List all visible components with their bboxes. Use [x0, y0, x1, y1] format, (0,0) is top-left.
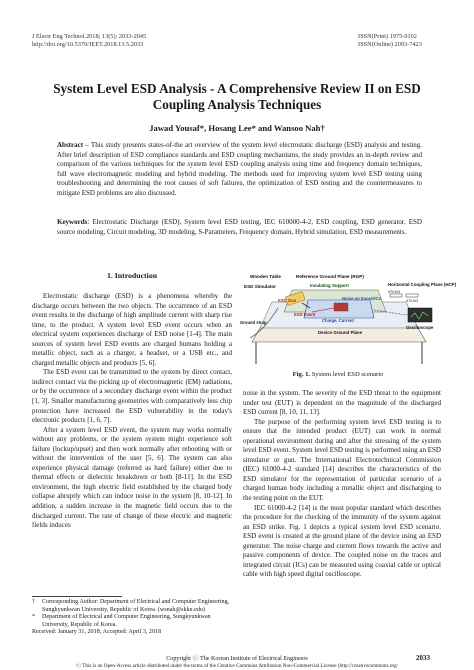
oscilloscope-icon — [408, 308, 432, 322]
keywords-label: Keywords — [57, 218, 88, 226]
intro-paragraph: IEC 61000-4-2 [14] is the most popular standard which describes the procedure for the checking of the immunity of the system against an ESD strike. Fig. 1 depicts a typical system level ESD scenario. ESD event is created at the ground plane of the device using an ESD generator. The noise charge and current flows towards the active and passive components of device. The coupled noise on the traces and integrated circuit (ICs) can be measured using coaxial cable or optical cable with high speed digital oscilloscope. — [243, 503, 441, 579]
intro-paragraph: noise in the system. The severity of the ESD threat to the equipment under test (EUT) is dependent on the magnitude of the discharged ESD current [8, 10, 11, 13]. — [243, 389, 441, 417]
label-esd-simulator: ESD Simulator — [244, 284, 276, 289]
resistor-icon — [390, 294, 402, 297]
label-esd-gun: ESD Gun — [278, 298, 297, 303]
left-column — [32, 292, 232, 531]
footnote-dates: Received: January 31, 2018; Accepted: April 3, 2018 — [32, 629, 162, 636]
intro-paragraph: Electrostatic discharge (ESD) is a phenomena whereby the discharge occurs between the two objects. The occurrence of an ESD event results in the discharge of high amplitude current with sharp rise time, to the product. A system level ESD event occurs when an electrical system experiences discharge of ESD noise [1-4]. The main sources of system level ESD events are charged humans holding a metallic object, such as a charger, a headset, or a USB etc., and charged metallic objects and products [5, 6]. — [32, 292, 232, 367]
resistor-icon — [406, 294, 418, 297]
label-noise: Noise on traces/ICs — [342, 296, 381, 301]
doi-link[interactable]: http://doi.org/10.5370/JEET.2018.13.5.2033 — [32, 41, 144, 48]
label-device-ground-plane: Device Ground Plane — [318, 330, 363, 335]
label-ground-strap: Ground strap — [240, 320, 267, 325]
footer-copyright: Copyright ⓒ The Korean Institute of Electrical Engineers — [166, 656, 308, 662]
abstract-text: – This study presents states-of-the art overview of the system level electrostatic discharge (ESD) analysis and testing. After brief description of ESD compliance standards and ESD coupling mechanisms, the study provides an in-depth review and comparison of the various techniques for the system level ESD coupling analysis using time and frequency domain techniques, full wave electromagnetic modeling and hybrid modeling. The methods used for improving system level ESD testing using troubleshooting and determining the root causes of soft failures, the optimization of ESD testing and the countermeasures to mitigate ESD problems are also discussed. — [57, 141, 422, 197]
journal-citation: J Electr Eng Technol.2018; 13(5): 2033-2045 — [32, 33, 147, 40]
keywords-block — [57, 218, 422, 237]
figure-caption-text: System level ESD scenario — [310, 371, 384, 378]
label-rgp: Reference Ground Plane (RGP) — [296, 274, 364, 279]
label-resistor-b: 470 kΩ — [406, 299, 419, 303]
keywords-text: : Electrostatic Discharge (ESD), System level ESD testing, IEC 610000-4-2, ESD coupling, ESD generator, ESD source modeling, Circuit modeling, 3D modeling, S-Parameters, Frequency domain, Hybrid simulation, ESD measurements. — [57, 218, 422, 236]
issn-print: ISSN(Print) 1975-0102 — [358, 33, 417, 40]
esd-scenario-diagram — [238, 272, 457, 366]
footnotes — [32, 599, 232, 637]
label-hcp: Horizontal Coupling Plane (HCP) — [388, 282, 457, 287]
ic-component — [334, 303, 348, 311]
label-oscilloscope: Oscilloscope — [406, 325, 434, 330]
label-insulating-support: Insulating Support — [310, 283, 349, 288]
abstract-block — [57, 141, 422, 199]
paper-authors: Jawad Yousaf*, Hosang Lee* and Wansoo Nah† — [149, 123, 325, 133]
footnote-rule — [32, 596, 122, 597]
intro-paragraph: After a system level ESD event, the system may works normally without any problems, or the system system might experience soft failure (lockup/upset) and then work normally after rebooting with or without the intervention of the user [5, 6]. The system can also experience physical damage (referred as hard failure) either due to thermal effects or dielectric breakdown or both [8-11]. In the ESD environment, the high electric field established by the charged body collapse abruptly which can induce noise in the system [8, 10-12]. In addition, a sudden increase in the magnetic field occurs due to the discharged current. The rate of change of these electric and magnetic fields induces — [32, 425, 232, 530]
figure-caption-label: Fig. 1. — [292, 371, 311, 378]
footer-license: ⓒ This is an Open-Access article distributed under the terms of the Creative Commons Attribution Non-Commercial License (http://creativecommons.org/ — [75, 663, 399, 669]
intro-paragraph: The ESD event can be transmitted to the system by direct contact, indirect contact via the picking up of electromagnetic (EM) radiations, or by the occurrence of a secondary discharge event within the product [1, 3]. Smaller manufacturing geometries with comparatively less chip protection have increased the ESD vulnerability in the today's electronic products [1, 6, 7]. — [32, 368, 232, 425]
issn-online: ISSN(Online) 2093-7423 — [358, 41, 422, 48]
figure-caption — [238, 371, 438, 378]
footnote-affiliation: * Department of Electrical and Computer Engineering, Sungkyunkwan University, Republic of Korea. — [32, 614, 211, 628]
figure-1 — [238, 272, 457, 366]
label-wooden-table: Wooden Table — [250, 274, 281, 279]
page-number: 2033 — [416, 654, 430, 662]
label-resistor-a: 470 kΩ — [388, 290, 401, 294]
footnote-corresponding: † Corresponding Author: Department of Electrical and Computer Engineering, Sungkyunkwan University, Republic of Korea. (wsnah@skku.edu) — [32, 599, 230, 613]
label-esd-event: ESD Event — [294, 312, 316, 317]
intro-paragraph: The purpose of the performing system level ESD testing is to ensure that the intended product (EUT) can work in normal operational environment during and after the stressing of the system level ESD event. System level ESD testing is performed using an ESD simulator or gun. The International Electrotechnical Commission (IEC) 61000-4-2 standard [14] describes the characteristics of the ESD simulator for the representation of particular scenario of a charged human body including a metallic object and discharging to the testing point on the EUT. — [243, 417, 441, 503]
paper-title-line2: Coupling Analysis Techniques — [152, 97, 322, 112]
label-charge-current: Charge, Current — [322, 318, 354, 323]
section-heading-introduction: 1. Introduction — [106, 271, 158, 280]
right-column — [243, 389, 441, 580]
paper-title-line1: System Level ESD Analysis - A Comprehensive Review II on ESD — [53, 81, 421, 96]
abstract-label: Abstract — [57, 141, 84, 149]
